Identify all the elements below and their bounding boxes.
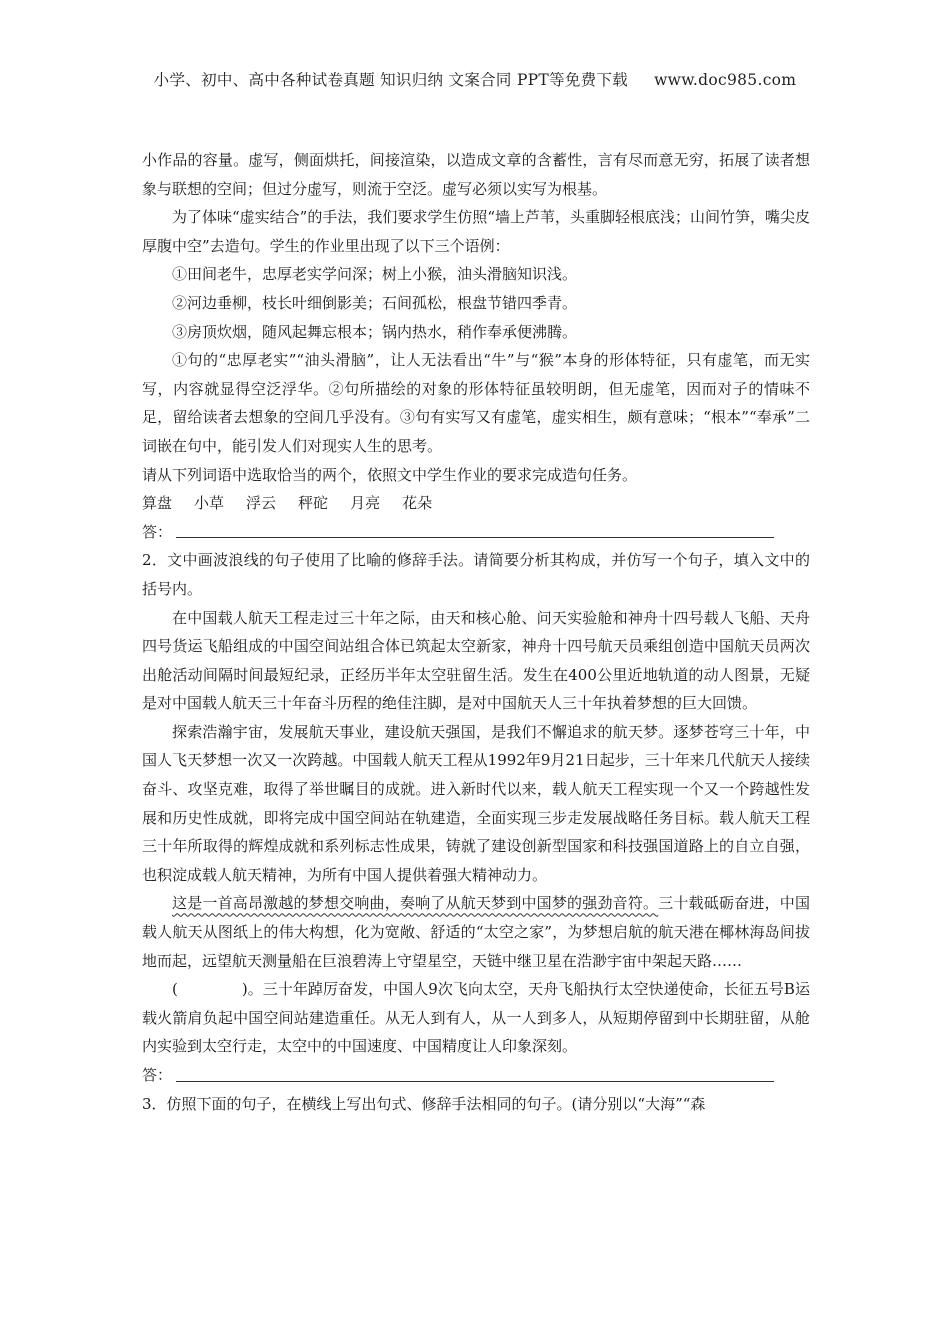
q2-paragraph-3 xyxy=(142,889,810,975)
example-2: ②河边垂柳，枝长叶细倒影美；石间孤松，根盘节错四季青。 xyxy=(172,293,578,312)
q2-paragraph-2: 探索浩瀚宇宙，发展航天事业，建设航天强国，是我们不懈追求的航天梦。逐梦苍穹三十年，中国人飞天梦想一次又一次跨越。中国载人航天工程从1992年9月21日起步，三十年来几代航天人接续奋斗、攻坚克难，取得了举世瞩目的成就。进入新时代以来，载人航天工程实现一个又一个跨越性发展和历史性成就，即将完成中国空间站在轨建造，全面实现三步走发展战略任务目标。载人航天工程三十年所取得的辉煌成就和系列标志性成果，铸就了建设创新型国家和科技强国道路上的自立自强，也积淀成载人航天精神，为所有中国人提供着强大精神动力。 xyxy=(142,722,810,884)
bracket-open: ( xyxy=(172,980,178,999)
paragraph-3: ①句的“忠厚老实”“油头滑脑”，让人无法看出“牛”与“猴”本身的形体特征，只有虚笔，而无实写，内容就显得空泛浮华。②句所描绘的对象的形体特征虽较明朗，但无虚笔，因而对子的情味不足，留给读者去想象的空间几乎没有。③句有实写又有虚笔，虚实相生，颇有意味；“根本”“奉承”二词嵌在句中，能引发人们对现实人生的思考。 xyxy=(142,351,810,455)
q2-paragraph-4 xyxy=(142,975,810,1061)
header-site-link[interactable]: www.doc985.com xyxy=(654,71,797,89)
question-2: 2．文中画波浪线的句子使用了比喻的修辞手法。请简要分析其构成，并仿写一个句子，填入文中的括号内。 xyxy=(142,551,810,598)
q2-paragraph-3-rest: 三十载砥砺奋进，中国载人航天从图纸上的伟大构想，化为宽敞、舒适的“太空之家”，为梦想启航的航天港在椰林海岛间拔地而起，远望航天测量船在巨浪碧涛上守望星空，天链中继卫星在浩渺宇宙中架起天路…… xyxy=(142,894,810,970)
task-1-instruction: 请从下列词语中选取恰当的两个，依照文中学生作业的要求完成造句任务。 xyxy=(142,465,638,484)
answer-blank[interactable] xyxy=(176,1080,774,1082)
answer-label: 答： xyxy=(142,1066,173,1084)
q2-paragraph-4-rest: )。三十年踔厉奋发，中国人9次飞向太空，天舟飞船执行太空快递使命，长征五号B运载火箭肩负起中国空间站建造重任。从无人到有人，从一人到多人，从短期停留到中长期驻留，从舱内实验到太空行走，太空中的中国速度、中国精度让人印象深刻。 xyxy=(142,980,810,1056)
word-option: 算盘 xyxy=(142,494,173,513)
page-header xyxy=(0,68,950,90)
paragraph-2: 为了体味“虚实结合”的手法，我们要求学生仿照“墙上芦苇，头重脚轻根底浅；山间竹笋，嘴尖皮厚腹中空”去造句。学生的作业里出现了以下三个语例： xyxy=(142,208,811,255)
answer-line-2 xyxy=(142,1061,810,1090)
answer-label: 答： xyxy=(142,522,173,541)
answer-blank[interactable] xyxy=(176,536,774,538)
word-option: 浮云 xyxy=(246,494,277,513)
word-options xyxy=(142,489,810,518)
header-text: 小学、初中、高中各种试卷真题 知识归纳 文案合同 PPT等免费下载 xyxy=(153,71,629,89)
document-body xyxy=(142,146,810,1118)
paragraph-1: 小作品的容量。虚写，侧面烘托，间接渲染，以造成文章的含蓄性，言有尽而意无穷，拓展了读者想象与联想的空间；但过分虚写，则流于空泛。虚写必须以实写为根基。 xyxy=(142,151,810,198)
example-1: ①田间老牛，忠厚老实学问深；树上小猴，油头滑脑知识浅。 xyxy=(172,265,578,284)
word-option: 小草 xyxy=(194,494,225,513)
answer-line-1 xyxy=(142,518,810,547)
example-3: ③房顶炊烟，随风起舞忘根本；锅内热水，稍作奉承便沸腾。 xyxy=(172,322,578,341)
word-option: 花朵 xyxy=(402,494,433,513)
word-option: 月亮 xyxy=(350,494,381,513)
question-3: 3．仿照下面的句子，在横线上写出句式、修辞手法相同的句子。(请分别以“大海”“森 xyxy=(142,1094,706,1113)
word-option: 秤砣 xyxy=(298,494,329,513)
wavy-underlined-sentence: 这是一首高昂激越的梦想交响曲，奏响了从航天梦到中国梦的强劲音符。 xyxy=(172,894,659,913)
q2-paragraph-1: 在中国载人航天工程走过三十年之际，由天和核心舱、问天实验舱和神舟十四号载人飞船、天舟四号货运飞船组成的中国空间站组合体已筑起太空新家，神舟十四号航天员乘组创造中国航天员两次出舱活动间隔时间最短纪录，正经历半年太空驻留生活。发生在400公里近地轨道的动人图景，无疑是对中国载人航天三十年奋斗历程的绝佳注脚，是对中国航天人三十年执着梦想的巨大回馈。 xyxy=(142,608,810,713)
